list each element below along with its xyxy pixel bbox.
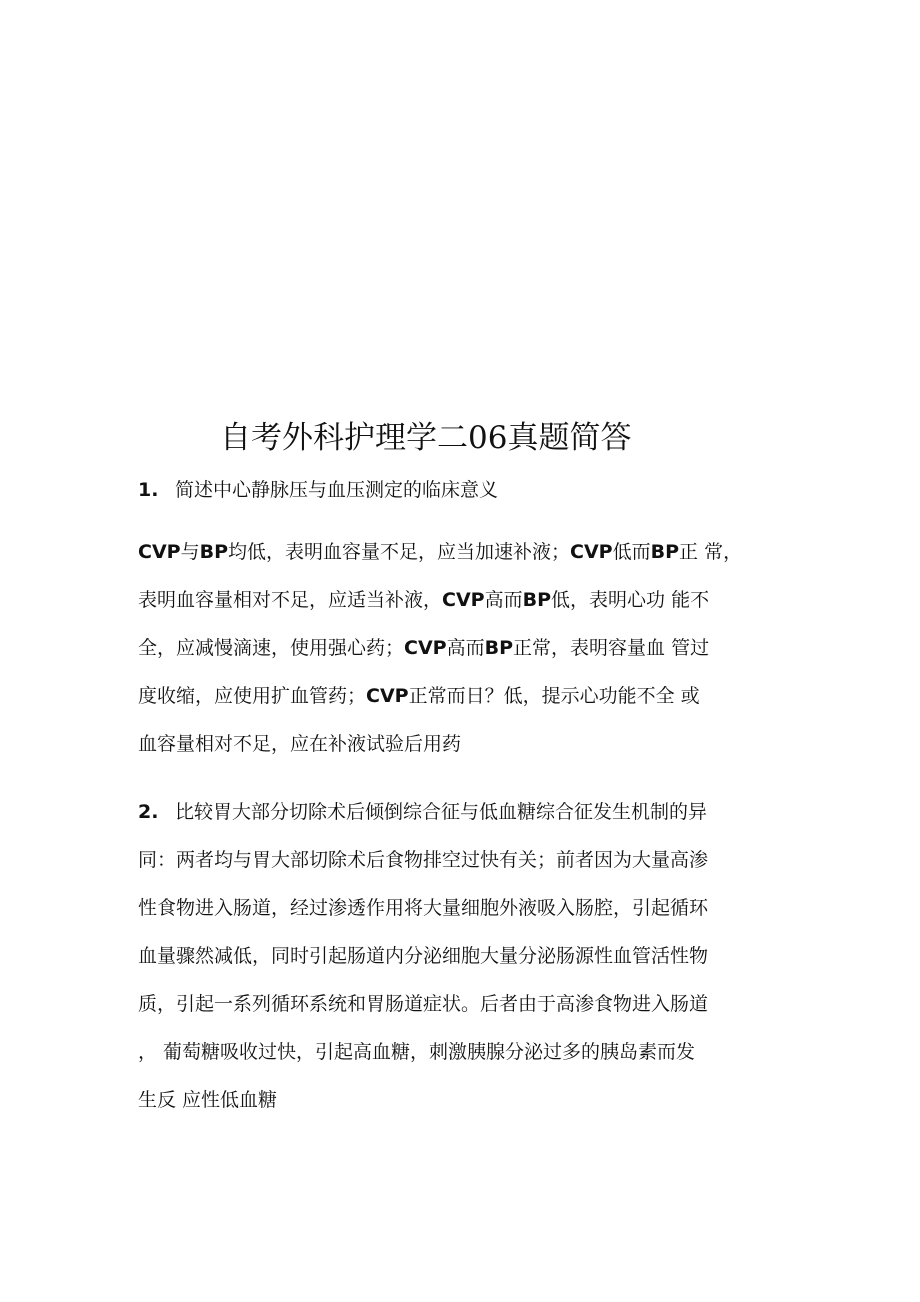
question-1-heading-text: 简述中心静脉压与血压测定的临床意义: [175, 479, 499, 501]
answer-1-line: 表明血容量相对不足，应适当补液，CVP高而BP低，表明心功 能不: [138, 589, 710, 611]
answer-2-line: 性食物进入肠道，经过渗透作用将大量细胞外液吸入肠腔，引起循环: [138, 897, 709, 919]
answer-2-line: 同：两者均与胃大部切除术后食物排空过快有关；前者因为大量高渗: [138, 849, 709, 871]
answer-1-line: 全，应减慢滴速，使用强心药；CVP高而BP正常，表明容量血 管过: [138, 637, 710, 659]
document-title: 自考外科护理学二06真题简答: [220, 420, 632, 456]
question-2-block: [138, 788, 798, 1124]
answer-1-line: 血容量相对不足，应在补液试验后用药: [138, 733, 462, 755]
question-2-heading: [138, 788, 798, 836]
answer-2-line: 血量骤然减低，同时引起肠道内分泌细胞大量分泌肠源性血管活性物: [138, 945, 709, 967]
answer-1-line: CVP与BP均低，表明血容量不足，应当加速补液；CVP低而BP正 常，: [138, 541, 743, 563]
question-2-heading-text: 比较胃大部分切除术后倾倒综合征与低血糖综合征发生机制的异: [175, 801, 708, 823]
answer-2-line: ， 葡萄糖吸收过快，引起高血糖，刺激胰腺分泌过多的胰岛素而发: [138, 1041, 696, 1063]
question-1-heading: [138, 476, 498, 504]
question-2-number: 2.: [138, 801, 159, 823]
answer-2-line: 生反 应性低血糖: [138, 1089, 278, 1111]
question-1-number: 1.: [138, 479, 159, 501]
question-1-answer: [138, 528, 798, 768]
answer-2-line: 质，引起一系列循环系统和胃肠道症状。后者由于高渗食物进入肠道: [138, 993, 709, 1015]
answer-1-line: 度收缩，应使用扩血管药；CVP正常而日？低，提示心功能不全 或: [138, 685, 700, 707]
